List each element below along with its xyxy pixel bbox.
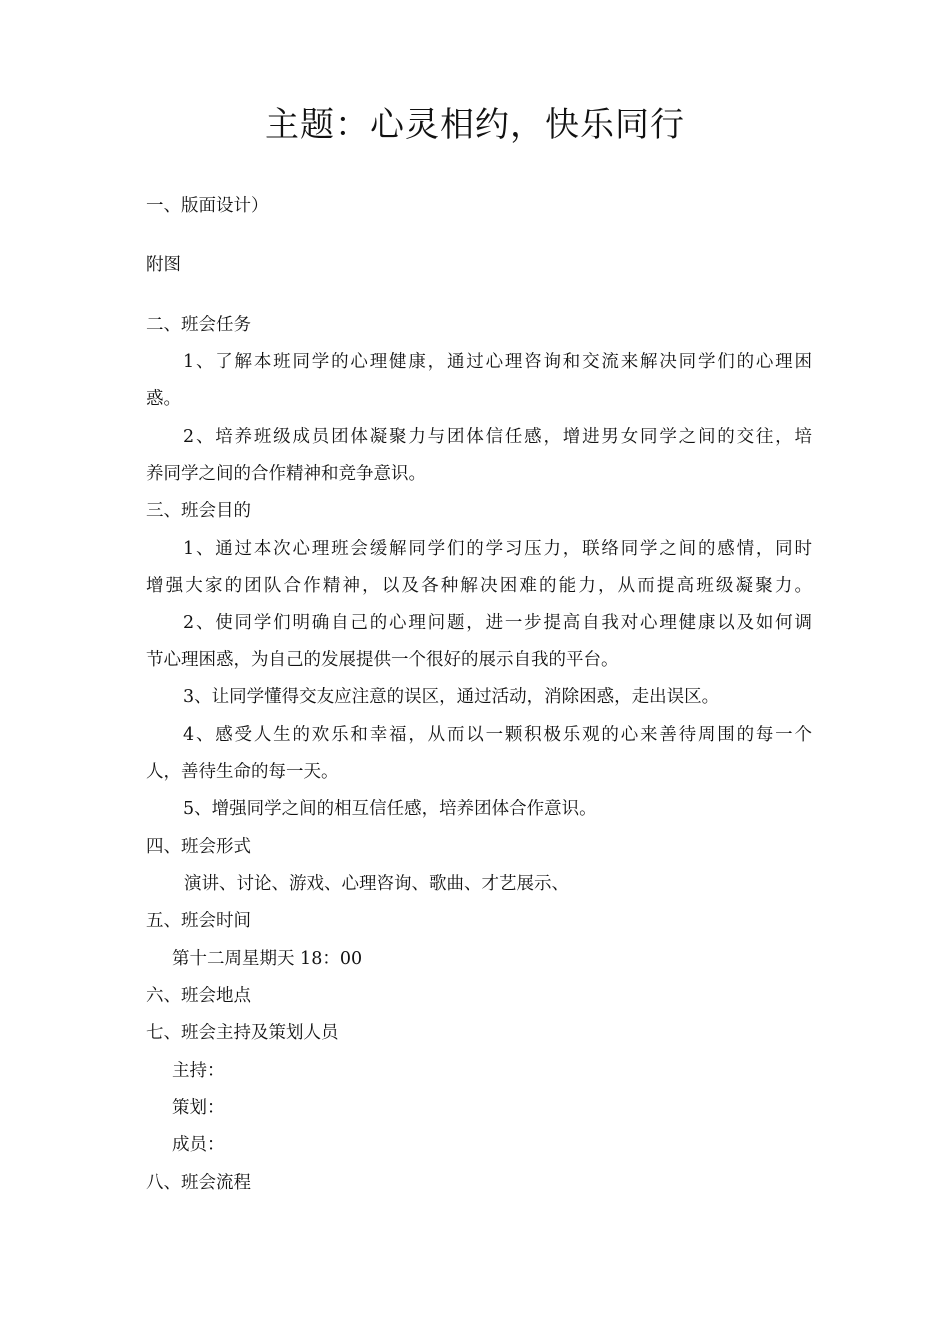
task-item-2-line-2: 养同学之间的合作精神和竞争意识。 (146, 464, 426, 484)
section-2-heading: 二、班会任务 (146, 315, 251, 335)
section-7-heading: 七、班会主持及策划人员 (146, 1023, 339, 1043)
format-content: 演讲、讨论、游戏、心理咨询、歌曲、才艺展示、 (184, 874, 569, 894)
planner-label: 策划： (172, 1098, 225, 1118)
goal-item-3: 3、让同学懂得交友应注意的误区，通过活动，消除困惑，走出误区。 (183, 687, 720, 707)
goal-item-2-line-1: 2、使同学们明确自己的心理问题，进一步提高自我对心理健康以及如何调 (183, 613, 812, 633)
section-8-heading: 八、班会流程 (146, 1173, 251, 1193)
section-6-heading: 六、班会地点 (146, 986, 251, 1006)
task-item-1-line-2: 惑。 (146, 389, 181, 409)
section-1-heading: 一、版面设计） (146, 196, 269, 216)
task-item-1-line-1: 1、了解本班同学的心理健康，通过心理咨询和交流来解决同学们的心理困 (183, 352, 812, 372)
task-item-2-line-1: 2、培养班级成员团体凝聚力与团体信任感，增进男女同学之间的交往，培 (183, 427, 812, 447)
goal-item-4-line-2: 人，善待生命的每一天。 (146, 762, 339, 782)
goal-item-1-line-2: 增强大家的团队合作精神，以及各种解决困难的能力，从而提高班级凝聚力。 (146, 576, 812, 596)
goal-item-2-line-2: 节心理困惑，为自己的发展提供一个很好的展示自我的平台。 (146, 650, 619, 670)
members-label: 成员： (172, 1135, 225, 1155)
goal-item-5: 5、增强同学之间的相互信任感，培养团体合作意识。 (183, 799, 597, 819)
section-1-note: 附图 (146, 255, 181, 275)
section-4-heading: 四、班会形式 (146, 837, 251, 857)
section-3-heading: 三、班会目的 (146, 501, 251, 521)
goal-item-1-line-1: 1、通过本次心理班会缓解同学们的学习压力，联络同学之间的感情，同时 (183, 539, 812, 559)
page-title: 主题：心灵相约，快乐同行 (265, 105, 685, 145)
goal-item-4-line-1: 4、感受人生的欢乐和幸福，从而以一颗积极乐观的心来善待周围的每一个 (183, 725, 812, 745)
section-5-heading: 五、班会时间 (146, 911, 251, 931)
time-content: 第十二周星期天 18：00 (172, 949, 363, 969)
host-label: 主持： (172, 1061, 225, 1081)
